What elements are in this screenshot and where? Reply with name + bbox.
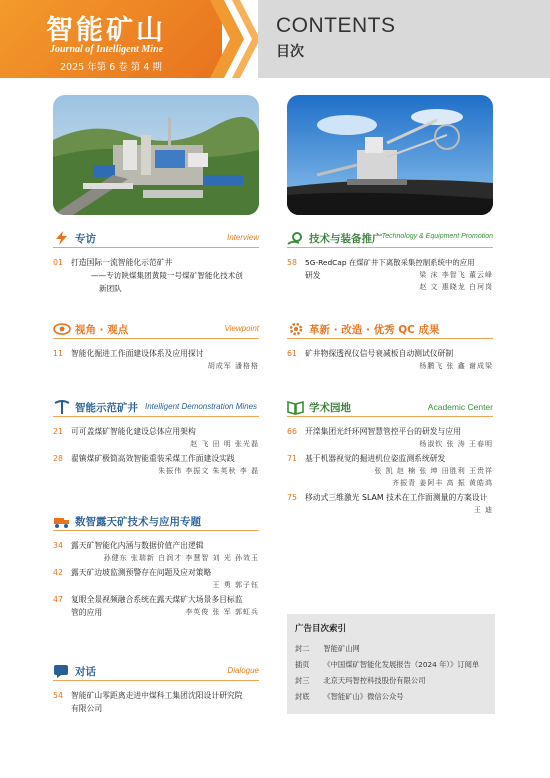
page-number: 66 — [287, 427, 297, 436]
toc-entry[interactable] — [287, 256, 493, 293]
article-authors: 梁 沫 李智飞 董云峰 — [419, 271, 493, 279]
article-title: 智能矿山零距离走进中煤科工集团沈阳设计研究院 — [71, 691, 243, 700]
article-title-continued: 有限公司 — [71, 704, 103, 713]
article-title: 打造国际一流智能化示范矿井 — [71, 258, 173, 267]
section-innovation-qc — [287, 321, 493, 372]
article-authors: 李英俊 张 军 郭虹兵 — [185, 608, 259, 616]
ad-index-row[interactable] — [295, 644, 360, 654]
toc-entry[interactable] — [53, 689, 259, 715]
section-title: 专访 — [75, 233, 96, 245]
eye-icon — [53, 321, 71, 337]
excavator-photo — [287, 95, 493, 215]
section-viewpoint — [53, 321, 259, 372]
article-title: 智能化掘进工作面建设体系及应用探讨 — [71, 349, 204, 358]
section-header — [53, 230, 259, 248]
toc-entry[interactable] — [53, 452, 259, 477]
section-title: 学术园地 — [309, 402, 351, 414]
article-authors: 杨鹏飞 张 鑫 谢成梁 — [419, 362, 493, 370]
ad-index-row[interactable] — [295, 692, 404, 702]
article-authors: 赵 飞 田 明 张光磊 — [190, 440, 259, 448]
ad-position: 插页 — [295, 660, 310, 669]
section-title-en: Interview — [226, 233, 259, 242]
toc-entry[interactable] — [53, 539, 259, 564]
toc-entry[interactable] — [287, 425, 493, 450]
section-header — [287, 230, 493, 248]
section-technology-promotion — [287, 230, 493, 293]
article-title: 基于机器视觉的掘进机位姿监测系统研发 — [305, 454, 446, 463]
section-title: 智能示范矿井 — [75, 402, 138, 414]
article-subtitle: ——专访陕煤集团黄陵一号煤矿智能化技术创 — [91, 271, 243, 280]
article-title: 矿井物探透视仪信号衰减板自动测试仪研制 — [305, 349, 454, 358]
section-title-en: Dialogue — [227, 666, 259, 675]
article-authors: 赵 文 惠晓龙 白珂岗 — [419, 283, 493, 291]
contents-heading-zh: 目次 — [276, 44, 304, 60]
section-header — [287, 399, 493, 417]
article-subtitle: 新团队 — [99, 284, 122, 293]
ad-position: 封底 — [295, 692, 310, 701]
ad-name: 《中国煤矿智能化发展报告（2024 年）》订阅单 — [323, 660, 480, 669]
section-title: 对话 — [75, 666, 96, 678]
ad-name: 《智能矿山》微信公众号 — [323, 692, 404, 701]
article-authors: 孙健东 张瑞新 白润才 李慧智 刘 光 孙效玉 — [103, 554, 259, 562]
ad-index-row[interactable] — [295, 660, 479, 670]
section-interview — [53, 230, 259, 295]
section-academic-center — [287, 399, 493, 516]
article-authors: 王 迪 — [473, 506, 493, 514]
article-title: 5G-RedCap 在煤矿井下离散采集控制系统中的应用 — [305, 258, 475, 267]
article-title: 复眼全景视频融合系统在露天煤矿大场景多目标监 — [71, 595, 243, 604]
page-number: 71 — [287, 454, 297, 463]
section-header — [287, 321, 493, 339]
lightning-icon — [53, 230, 71, 246]
page-number: 54 — [53, 691, 63, 700]
page-number: 42 — [53, 568, 63, 577]
section-title: 革新 · 改造 · 优秀 QC 成果 — [309, 324, 440, 336]
section-open-pit-topic — [53, 513, 259, 618]
article-title: 露天矿智能化内涵与数据价值产出逻辑 — [71, 541, 204, 550]
section-title-en: Academic Center — [427, 402, 493, 412]
toc-entry[interactable] — [53, 566, 259, 591]
article-authors: 杨淑钦 张 涛 王春明 — [419, 440, 493, 448]
section-title: 数智露天矿技术与应用专题 — [75, 516, 201, 528]
pickaxe-icon — [53, 399, 71, 415]
article-authors: 王 勇 郭子钰 — [212, 581, 259, 589]
mine-aerial-photo — [53, 95, 259, 215]
contents-heading: CONTENTS — [276, 14, 396, 37]
toc-entry[interactable] — [287, 347, 493, 372]
section-dialogue — [53, 663, 259, 715]
ad-position: 封二 — [295, 644, 310, 653]
page-number: 61 — [287, 349, 297, 358]
page-number: 01 — [53, 258, 63, 267]
gear-icon — [287, 321, 305, 337]
section-title-en: Viewpoint — [224, 324, 259, 333]
article-title-continued: 研发 — [305, 271, 321, 280]
article-title: 开滦集团光纤环网智慧管控平台的研发与应用 — [305, 427, 461, 436]
ad-name: 北京天玛智控科技股份有限公司 — [323, 676, 426, 685]
article-title: 露天矿边坡监测预警存在问题及应对策略 — [71, 568, 212, 577]
journal-english-name: Journal of Intelligent Mine — [50, 44, 164, 55]
truck-icon — [53, 513, 71, 529]
page-number: 11 — [53, 349, 63, 358]
gear-hand-icon — [287, 230, 305, 246]
article-title: 翟镇煤矿极简高效智能重装采煤工作面建设实践 — [71, 454, 235, 463]
toc-entry[interactable] — [287, 452, 493, 489]
section-title-en: Intelligent Demonstration Mines — [145, 402, 258, 411]
toc-entry[interactable] — [53, 425, 259, 450]
article-title: 移动式三维激光 SLAM 技术在工作面测量的方案设计 — [305, 493, 488, 502]
section-header — [53, 399, 259, 417]
section-title-en: Technology & Equipment Promotion — [381, 233, 493, 240]
chevron-decoration-icon — [210, 0, 260, 78]
section-title: 技术与装备推广 — [309, 233, 383, 245]
article-title-continued: 管的应用 — [71, 608, 103, 617]
ad-name: 智能矿山网 — [323, 644, 360, 653]
issue-info: 2025 年第 6 卷 第 4 期 — [60, 62, 162, 73]
toc-entry[interactable] — [53, 256, 259, 295]
page-number: 21 — [53, 427, 63, 436]
advertisement-index — [287, 614, 495, 714]
ad-index-row[interactable] — [295, 676, 425, 686]
page-number: 47 — [53, 595, 63, 604]
article-title: 可可盖煤矿智能化建设总体应用架构 — [71, 427, 196, 436]
toc-entry[interactable] — [53, 593, 259, 618]
section-demonstration-mines — [53, 399, 259, 477]
article-authors: 胡成军 潘格格 — [207, 362, 259, 370]
dialogue-icon — [53, 663, 71, 679]
page-number: 58 — [287, 258, 297, 267]
page-number: 28 — [53, 454, 63, 463]
article-authors: 齐振青 姜阿丰 高 振 黄皓鸿 — [392, 479, 493, 487]
section-header — [53, 663, 259, 681]
section-header — [53, 321, 259, 339]
toc-entry[interactable] — [53, 347, 259, 372]
book-icon — [287, 399, 305, 415]
page-number: 34 — [53, 541, 63, 550]
journal-logo: 智能矿山 — [46, 15, 166, 46]
toc-entry[interactable] — [287, 491, 493, 516]
article-authors: 朱振伟 李振文 朱英秋 李 磊 — [158, 467, 259, 475]
article-authors: 张 凯 赵 楠 张 坤 田胜利 王贵祥 — [374, 467, 493, 475]
section-title: 视角 · 观点 — [75, 324, 129, 336]
section-header — [53, 513, 259, 531]
ad-position: 封三 — [295, 676, 310, 685]
contents-banner — [258, 0, 550, 78]
page-number: 75 — [287, 493, 297, 502]
ad-index-title: 广告目次索引 — [295, 624, 347, 634]
